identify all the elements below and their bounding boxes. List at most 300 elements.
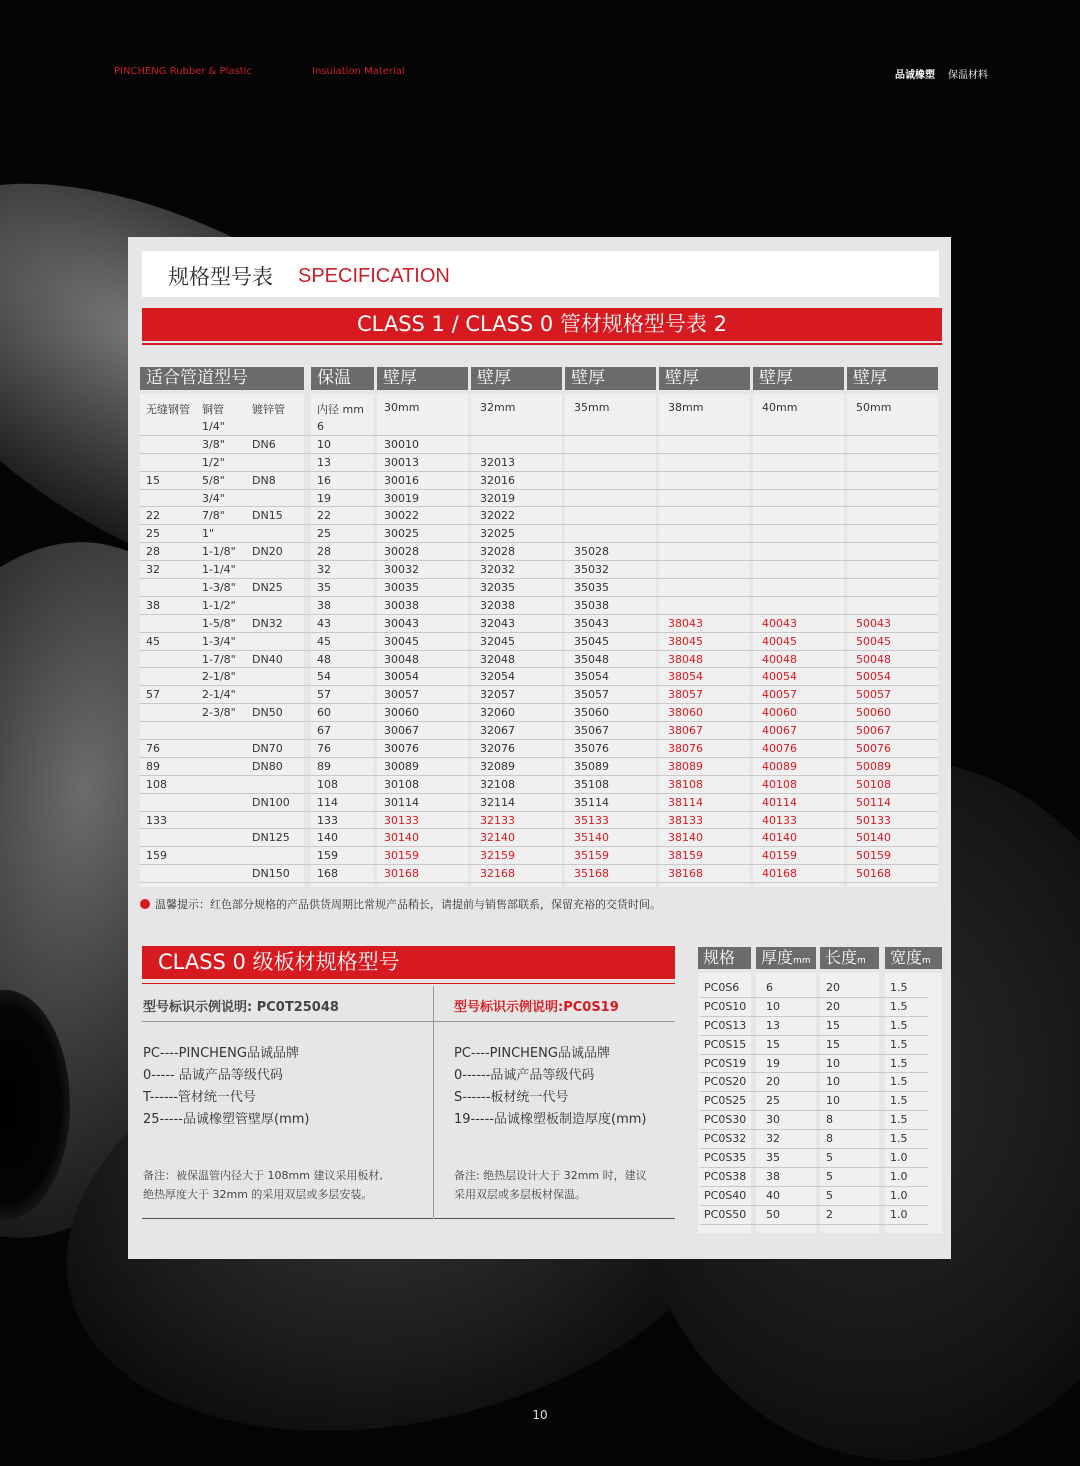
table-row bbox=[140, 579, 938, 597]
table-row bbox=[700, 1055, 928, 1074]
table-cell: 50076 bbox=[856, 742, 891, 756]
table-cell: 38 bbox=[317, 598, 331, 612]
table-cell: 32060 bbox=[480, 706, 515, 720]
table-cell: 1.5 bbox=[890, 1075, 908, 1089]
table-cell: DN20 bbox=[252, 545, 283, 559]
table-cell: 50060 bbox=[856, 706, 891, 720]
table-cell: 35076 bbox=[574, 742, 609, 756]
table-cell: 50 bbox=[766, 1207, 780, 1221]
table-cell: PC0S38 bbox=[704, 1169, 747, 1183]
table-cell: 35114 bbox=[574, 795, 609, 809]
table-cell: PC0S13 bbox=[704, 1018, 747, 1032]
right-remark bbox=[454, 1166, 647, 1204]
table-cell: 30019 bbox=[384, 491, 419, 505]
table-cell: 38 bbox=[766, 1169, 780, 1183]
table-cell: PC0S6 bbox=[704, 981, 740, 994]
table-cell: 30108 bbox=[384, 777, 419, 791]
table-cell: 32054 bbox=[480, 670, 515, 684]
pipe-column-header: 保温 bbox=[311, 367, 374, 390]
table-cell: 30114 bbox=[384, 795, 419, 809]
table-cell: 30038 bbox=[384, 598, 419, 612]
table-cell: 67 bbox=[317, 724, 331, 738]
table-cell: 108 bbox=[146, 777, 167, 791]
pipe-column-header: 壁厚 bbox=[471, 367, 562, 390]
table-cell: 32114 bbox=[480, 795, 515, 809]
table-cell: 50140 bbox=[856, 831, 891, 845]
table-cell: 40159 bbox=[762, 849, 797, 863]
pipe-table-body bbox=[140, 418, 938, 883]
table-cell: 2-1/8" bbox=[202, 670, 236, 684]
table-row bbox=[140, 847, 938, 865]
table-cell: 50159 bbox=[856, 849, 891, 863]
table-cell: 10 bbox=[826, 1056, 840, 1070]
table-cell: 76 bbox=[317, 742, 331, 756]
table-cell: 30060 bbox=[384, 706, 419, 720]
table-cell: 50054 bbox=[856, 670, 891, 684]
table-cell: 50089 bbox=[856, 759, 891, 773]
table-row bbox=[140, 668, 938, 686]
table-cell: DN125 bbox=[252, 831, 290, 845]
table-cell: 30010 bbox=[384, 437, 419, 451]
table-cell: 30 bbox=[766, 1113, 780, 1127]
table-cell: 35 bbox=[317, 581, 331, 595]
table-cell: 30025 bbox=[384, 527, 419, 541]
table-row bbox=[700, 1130, 928, 1149]
table-cell: 25 bbox=[146, 527, 160, 541]
table-cell: 35108 bbox=[574, 777, 609, 791]
table-cell: 38140 bbox=[668, 831, 703, 845]
table-row bbox=[140, 740, 938, 758]
table-cell: 35043 bbox=[574, 616, 609, 630]
divider bbox=[434, 1021, 675, 1022]
table-cell: 22 bbox=[146, 509, 160, 523]
table-cell: 35159 bbox=[574, 849, 609, 863]
table-cell: 32032 bbox=[480, 563, 515, 577]
table-cell: 40067 bbox=[762, 724, 797, 738]
table-row bbox=[140, 561, 938, 579]
table-cell: PC0S50 bbox=[704, 1207, 747, 1221]
pipe-subheader: 32mm bbox=[480, 401, 516, 414]
table-row bbox=[140, 543, 938, 561]
left-example-line: 0----- 品诚产品等级代码 bbox=[143, 1068, 283, 1083]
table-cell: 32045 bbox=[480, 634, 515, 648]
table-cell: 32 bbox=[317, 563, 331, 577]
table-cell: 35045 bbox=[574, 634, 609, 648]
table-cell: 38060 bbox=[668, 706, 703, 720]
table-row bbox=[140, 794, 938, 812]
table-cell: 30043 bbox=[384, 616, 419, 630]
table-cell: DN70 bbox=[252, 742, 283, 756]
table-row bbox=[140, 525, 938, 543]
table-cell: 1-7/8" bbox=[202, 652, 236, 666]
table-row bbox=[140, 472, 938, 490]
section-title-bar bbox=[142, 251, 939, 297]
right-example-heading: 型号标识示例说明:PC0S19 bbox=[454, 1000, 619, 1015]
sheet-header-unit: mm bbox=[793, 956, 811, 966]
table-cell: 133 bbox=[146, 813, 167, 827]
table-cell: 2-3/8" bbox=[202, 706, 236, 720]
table-cell: DN80 bbox=[252, 759, 283, 773]
pipe-column-header: 壁厚 bbox=[377, 367, 468, 390]
table-cell: 35028 bbox=[574, 545, 609, 559]
table-row bbox=[700, 979, 928, 998]
table-row bbox=[700, 1168, 928, 1187]
table-cell: DN8 bbox=[252, 473, 276, 487]
spec-panel bbox=[128, 237, 951, 1259]
table-cell: 38076 bbox=[668, 742, 703, 756]
table-cell: 38159 bbox=[668, 849, 703, 863]
pipe-column-header: 适合管道型号 bbox=[140, 367, 304, 390]
table-cell: 5/8" bbox=[202, 473, 225, 487]
table-cell: 40045 bbox=[762, 634, 797, 648]
table-cell: 1-1/8" bbox=[202, 545, 236, 559]
table-cell: PC0S19 bbox=[704, 1056, 747, 1070]
pipe-note bbox=[140, 896, 661, 912]
left-remark-line: 绝热厚度大于 32mm 的采用双层或多层安装。 bbox=[143, 1188, 373, 1201]
sheet-column bbox=[698, 947, 751, 969]
table-cell: 50043 bbox=[856, 616, 891, 630]
table-cell: 6 bbox=[317, 420, 324, 433]
table-cell: 32035 bbox=[480, 581, 515, 595]
table-row bbox=[700, 1073, 928, 1092]
table-cell: 1.5 bbox=[890, 1132, 908, 1146]
table-cell: 32038 bbox=[480, 598, 515, 612]
table-cell: 30054 bbox=[384, 670, 419, 684]
table-cell: 30022 bbox=[384, 509, 419, 523]
table-cell: 30013 bbox=[384, 455, 419, 469]
table-cell: 35035 bbox=[574, 581, 609, 595]
table-cell: 40060 bbox=[762, 706, 797, 720]
table-cell: 32133 bbox=[480, 813, 515, 827]
table-cell: 1-1/2" bbox=[202, 598, 236, 612]
table-cell: 1.5 bbox=[890, 1056, 908, 1070]
sheet-column-header bbox=[698, 947, 751, 969]
table-cell: 32159 bbox=[480, 849, 515, 863]
table-row bbox=[140, 436, 938, 454]
table-cell: 13 bbox=[317, 455, 331, 469]
table-cell: PC0S35 bbox=[704, 1151, 747, 1165]
table-cell: 50108 bbox=[856, 777, 891, 791]
table-cell: 10 bbox=[317, 437, 331, 451]
table-cell: 32140 bbox=[480, 831, 515, 845]
table-cell: 35057 bbox=[574, 688, 609, 702]
table-cell: 30140 bbox=[384, 831, 419, 845]
table-cell: DN25 bbox=[252, 581, 283, 595]
table-cell: 38045 bbox=[668, 634, 703, 648]
table-cell: PC0S32 bbox=[704, 1132, 747, 1146]
table-cell: 38089 bbox=[668, 759, 703, 773]
pipe-column bbox=[377, 367, 468, 390]
table-cell: 3/4" bbox=[202, 491, 225, 505]
divider bbox=[142, 983, 675, 984]
sheet-column-header bbox=[756, 947, 816, 969]
table-row bbox=[700, 998, 928, 1017]
table-cell: 1-3/4" bbox=[202, 634, 236, 648]
pipe-column bbox=[847, 367, 938, 390]
table-cell: DN150 bbox=[252, 867, 290, 881]
table-cell: 38057 bbox=[668, 688, 703, 702]
table-cell: 35060 bbox=[574, 706, 609, 720]
pipe-column bbox=[311, 367, 374, 390]
table-cell: 20 bbox=[766, 1075, 780, 1089]
table-cell: 32 bbox=[146, 563, 160, 577]
table-cell: 76 bbox=[146, 742, 160, 756]
table-cell: 30089 bbox=[384, 759, 419, 773]
table-cell: PC0S15 bbox=[704, 1037, 747, 1051]
table-cell: 35067 bbox=[574, 724, 609, 738]
table-cell: 38054 bbox=[668, 670, 703, 684]
pipe-subheader: 镀锌管 bbox=[252, 403, 285, 416]
table-cell: PC0S40 bbox=[704, 1188, 747, 1202]
table-cell: 159 bbox=[317, 849, 338, 863]
table-cell: DN6 bbox=[252, 437, 276, 451]
table-cell: 19 bbox=[766, 1056, 780, 1070]
right-example-line: S------板材统一代号 bbox=[454, 1090, 569, 1105]
table-cell: 13 bbox=[766, 1018, 780, 1032]
table-cell: 22 bbox=[317, 509, 331, 523]
table-cell: 35 bbox=[766, 1151, 780, 1165]
table-cell: 1" bbox=[202, 527, 215, 541]
table-cell: 50045 bbox=[856, 634, 891, 648]
right-example-line: 19-----品诚橡塑板制造厚度(mm) bbox=[454, 1112, 647, 1127]
table-cell: 2-1/4" bbox=[202, 688, 236, 702]
right-remark-line: 备注: 绝热层设计大于 32mm 时，建议 bbox=[454, 1169, 647, 1182]
table-cell: 1/2" bbox=[202, 455, 225, 469]
table-cell: 32168 bbox=[480, 867, 515, 881]
table-cell: 1.0 bbox=[890, 1207, 908, 1221]
table-cell: 8 bbox=[826, 1113, 833, 1127]
table-cell: 30168 bbox=[384, 867, 419, 881]
table-cell: 89 bbox=[317, 759, 331, 773]
sheet-table-body bbox=[700, 979, 928, 1225]
table-cell: 15 bbox=[826, 1037, 840, 1051]
table-cell: 8 bbox=[826, 1132, 833, 1146]
sheet-header-label: 宽度 bbox=[890, 948, 923, 967]
table-cell: 10 bbox=[826, 1075, 840, 1089]
pipe-column-header: 壁厚 bbox=[847, 367, 938, 390]
table-cell: 32089 bbox=[480, 759, 515, 773]
table-row bbox=[700, 1206, 928, 1225]
table-cell: 32016 bbox=[480, 473, 515, 487]
table-cell: 32028 bbox=[480, 545, 515, 559]
sheet-column-header bbox=[885, 947, 942, 969]
table-cell: 20 bbox=[826, 981, 840, 994]
table-cell: 38048 bbox=[668, 652, 703, 666]
table-cell: 1.5 bbox=[890, 999, 908, 1013]
table-cell: 32013 bbox=[480, 455, 515, 469]
left-example-line: T------管材统一代号 bbox=[143, 1090, 256, 1105]
table-cell: 30067 bbox=[384, 724, 419, 738]
table-cell: 5 bbox=[826, 1169, 833, 1183]
table-row bbox=[140, 758, 938, 776]
table-cell: 28 bbox=[146, 545, 160, 559]
page-number: 10 bbox=[532, 1408, 548, 1422]
table-cell: 40133 bbox=[762, 813, 797, 827]
divider bbox=[142, 1021, 433, 1022]
pipe-subheader: 40mm bbox=[762, 401, 798, 414]
table-row bbox=[700, 1149, 928, 1168]
table-cell: 30076 bbox=[384, 742, 419, 756]
table-cell: 108 bbox=[317, 777, 338, 791]
table-cell: 1.5 bbox=[890, 1094, 908, 1108]
table-cell: 25 bbox=[766, 1094, 780, 1108]
table-cell: 159 bbox=[146, 849, 167, 863]
table-cell: 54 bbox=[317, 670, 331, 684]
table-cell: 35140 bbox=[574, 831, 609, 845]
table-cell: DN32 bbox=[252, 616, 283, 630]
table-cell: 50067 bbox=[856, 724, 891, 738]
pipe-column bbox=[140, 367, 304, 390]
table-cell: 15 bbox=[766, 1037, 780, 1051]
table-cell: 5 bbox=[826, 1151, 833, 1165]
table-cell: 1.0 bbox=[890, 1151, 908, 1165]
table-cell: PC0S20 bbox=[704, 1075, 747, 1089]
pipe-column-header: 壁厚 bbox=[753, 367, 844, 390]
red-dot-icon bbox=[140, 899, 150, 909]
table-cell: 38 bbox=[146, 598, 160, 612]
table-row bbox=[140, 812, 938, 830]
pipe-table-banner: CLASS 1 / CLASS 0 管材规格型号表 2 bbox=[142, 308, 942, 343]
sheet-column bbox=[885, 947, 942, 969]
pipe-note-text: 温馨提示：红色部分规格的产品供货周期比常规产品稍长，请提前与销售部联系，保留充裕的交货时间。 bbox=[155, 898, 661, 911]
table-row bbox=[140, 490, 938, 508]
table-cell: 40168 bbox=[762, 867, 797, 881]
header-brand-cn: 品诚橡塑 bbox=[895, 70, 935, 81]
table-cell: 60 bbox=[317, 706, 331, 720]
table-cell: 28 bbox=[317, 545, 331, 559]
table-cell: 10 bbox=[766, 999, 780, 1013]
table-cell: 89 bbox=[146, 759, 160, 773]
left-remark bbox=[143, 1166, 383, 1204]
table-cell: 40057 bbox=[762, 688, 797, 702]
table-row bbox=[140, 776, 938, 794]
table-cell: 30028 bbox=[384, 545, 419, 559]
table-cell: 16 bbox=[317, 473, 331, 487]
table-row bbox=[700, 1187, 928, 1206]
table-cell: 30016 bbox=[384, 473, 419, 487]
table-cell: 40043 bbox=[762, 616, 797, 630]
pipe-subheader: 内径 mm bbox=[317, 403, 364, 416]
table-cell: DN40 bbox=[252, 652, 283, 666]
table-cell: 7/8" bbox=[202, 509, 225, 523]
section-title-cn: 规格型号表 bbox=[168, 265, 273, 289]
table-cell: 32057 bbox=[480, 688, 515, 702]
table-cell: DN50 bbox=[252, 706, 283, 720]
pipe-subheader: 无缝钢管 bbox=[146, 403, 190, 416]
table-cell: 1/4" bbox=[202, 420, 225, 433]
table-cell: 38043 bbox=[668, 616, 703, 630]
table-cell: 32043 bbox=[480, 616, 515, 630]
table-cell: 35054 bbox=[574, 670, 609, 684]
header-category-cn: 保温材料 bbox=[948, 70, 988, 81]
table-cell: 50168 bbox=[856, 867, 891, 881]
table-cell: 40140 bbox=[762, 831, 797, 845]
table-cell: 140 bbox=[317, 831, 338, 845]
pipe-subheader: 35mm bbox=[574, 401, 610, 414]
table-cell: 2 bbox=[826, 1207, 833, 1221]
left-example-heading: 型号标识示例说明: PC0T25048 bbox=[143, 1000, 339, 1015]
table-cell: 35089 bbox=[574, 759, 609, 773]
left-remark-line: 备注：被保温管内径大于 108mm 建议采用板材, bbox=[143, 1169, 383, 1182]
table-cell: 45 bbox=[146, 634, 160, 648]
table-cell: 19 bbox=[317, 491, 331, 505]
table-cell: DN15 bbox=[252, 509, 283, 523]
table-cell: 57 bbox=[146, 688, 160, 702]
header-category-en: Insulation Material bbox=[312, 66, 405, 77]
table-cell: 1.5 bbox=[890, 981, 908, 994]
table-cell: 38108 bbox=[668, 777, 703, 791]
table-cell: DN100 bbox=[252, 795, 290, 809]
sheet-banner: CLASS 0 级板材规格型号 bbox=[142, 946, 675, 979]
table-cell: 6 bbox=[766, 981, 773, 994]
table-cell: 114 bbox=[317, 795, 338, 809]
table-row bbox=[140, 686, 938, 704]
header-brand-en: PINCHENG Rubber & Plastic bbox=[114, 66, 252, 77]
pipe-column-header: 壁厚 bbox=[565, 367, 656, 390]
left-example-line: PC----PINCHENG品诚品牌 bbox=[143, 1046, 299, 1061]
table-cell: 50048 bbox=[856, 652, 891, 666]
table-cell: 1.5 bbox=[890, 1018, 908, 1032]
table-cell: 40108 bbox=[762, 777, 797, 791]
table-row bbox=[140, 454, 938, 472]
right-example-line: 0------品诚产品等级代码 bbox=[454, 1068, 595, 1083]
table-row bbox=[700, 1111, 928, 1130]
table-cell: 48 bbox=[317, 652, 331, 666]
sheet-header-unit: m bbox=[857, 956, 866, 966]
table-cell: 32076 bbox=[480, 742, 515, 756]
table-cell: 15 bbox=[146, 473, 160, 487]
table-cell: 35168 bbox=[574, 867, 609, 881]
table-cell: 30045 bbox=[384, 634, 419, 648]
table-cell: 1.5 bbox=[890, 1113, 908, 1127]
sheet-header-label: 规格 bbox=[703, 948, 736, 967]
table-cell: 3/8" bbox=[202, 437, 225, 451]
table-cell: 38133 bbox=[668, 813, 703, 827]
pipe-subheader: 30mm bbox=[384, 401, 420, 414]
table-row bbox=[140, 722, 938, 740]
section-title-en: SPECIFICATION bbox=[298, 265, 450, 287]
table-cell: 40076 bbox=[762, 742, 797, 756]
table-cell: 50114 bbox=[856, 795, 891, 809]
table-cell: 30159 bbox=[384, 849, 419, 863]
table-cell: 30133 bbox=[384, 813, 419, 827]
table-cell: 40089 bbox=[762, 759, 797, 773]
pipe-column-header: 壁厚 bbox=[659, 367, 750, 390]
table-row bbox=[140, 704, 938, 722]
table-cell: 50133 bbox=[856, 813, 891, 827]
table-row bbox=[140, 865, 938, 883]
table-cell: 1.0 bbox=[890, 1188, 908, 1202]
table-cell: 35048 bbox=[574, 652, 609, 666]
right-remark-line: 采用双层或多层板材保温。 bbox=[454, 1188, 586, 1201]
table-cell: 32019 bbox=[480, 491, 515, 505]
table-row bbox=[140, 507, 938, 525]
table-cell: 30032 bbox=[384, 563, 419, 577]
table-cell: 32108 bbox=[480, 777, 515, 791]
table-cell: 40048 bbox=[762, 652, 797, 666]
right-example-box bbox=[434, 986, 675, 1219]
table-cell: PC0S10 bbox=[704, 999, 747, 1013]
table-cell: 45 bbox=[317, 634, 331, 648]
table-cell: 30057 bbox=[384, 688, 419, 702]
table-row bbox=[140, 615, 938, 633]
table-cell: 40 bbox=[766, 1188, 780, 1202]
table-row bbox=[140, 829, 938, 847]
table-cell: 1.5 bbox=[890, 1037, 908, 1051]
table-cell: 38168 bbox=[668, 867, 703, 881]
table-cell: 10 bbox=[826, 1094, 840, 1108]
pipe-subheader: 铜管 bbox=[202, 403, 224, 416]
